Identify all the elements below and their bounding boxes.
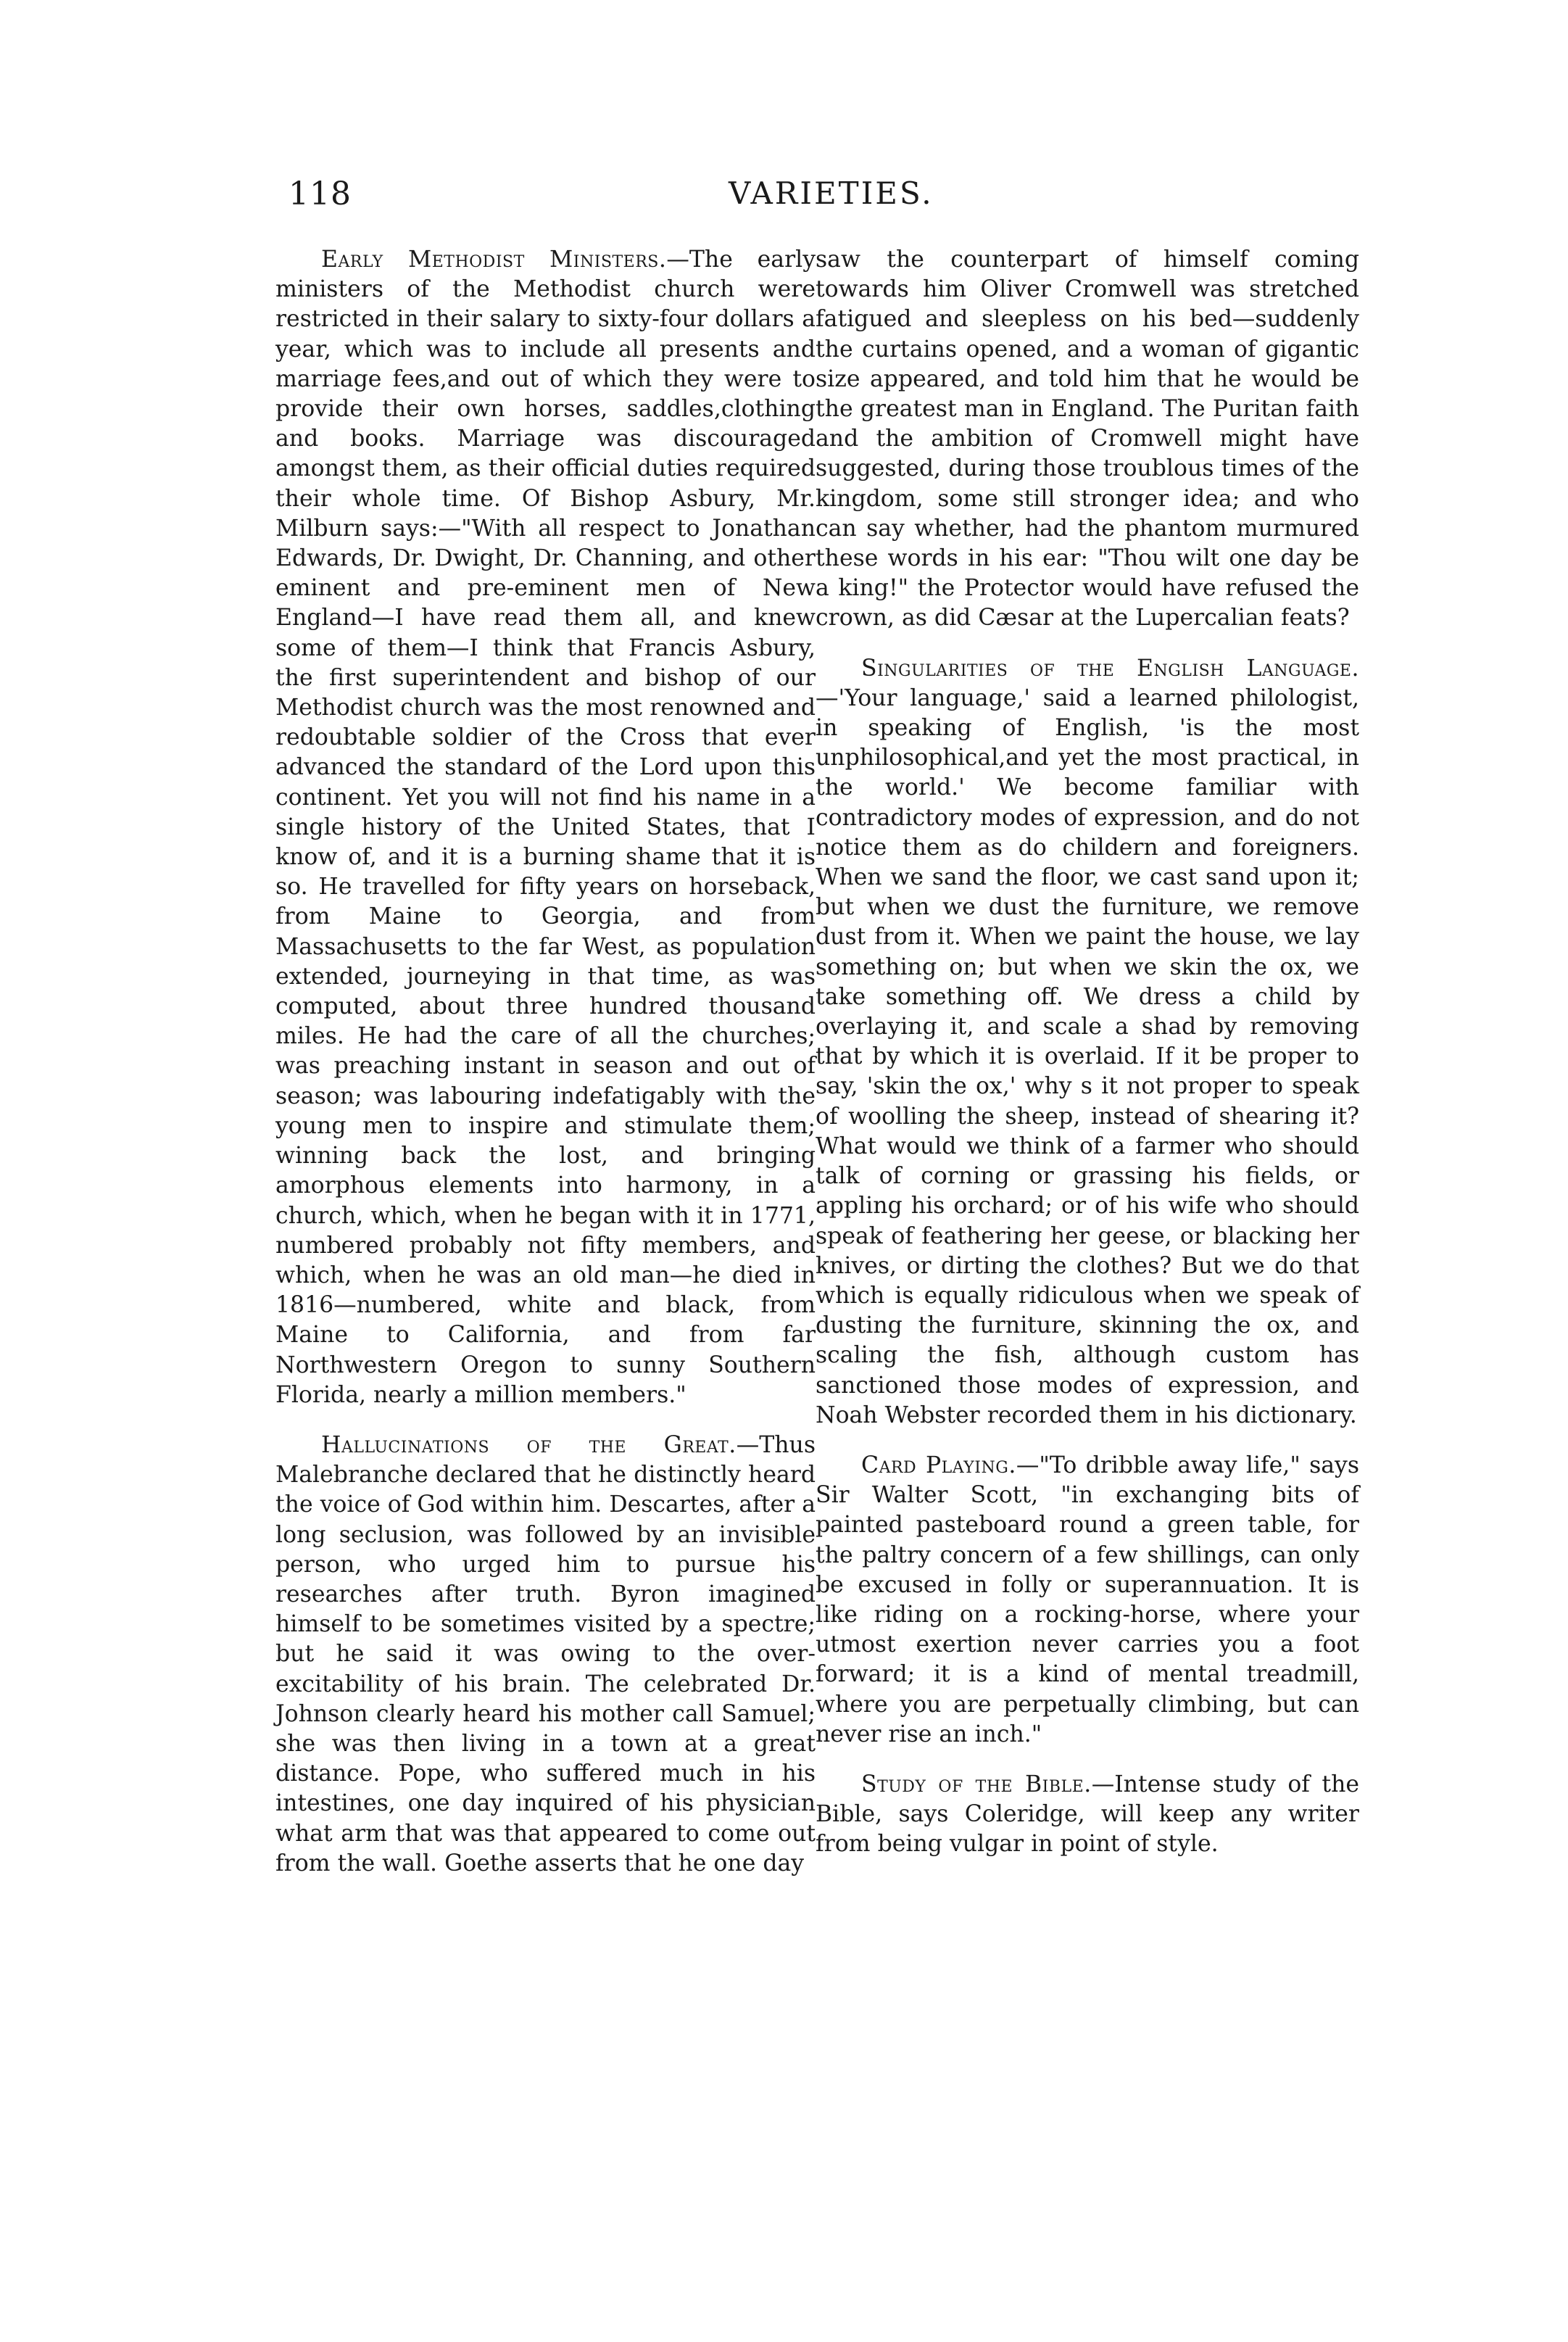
- article-body: saw the counterpart of himself coming towards him Oliver Cromwell was stretched fatigued and sleepless on his bed—suddenly the curtains opened, and a woman of gigantic size appeared, and told him that he would be the greatest man in England. The Puritan faith and the ambition of Cromwell might have suggested, during those troublous times of the kingdom, some still stronger idea; and who can say whether, had the phantom murmured these words in his ear: "Thou wilt one day be a king!" the Protector would have refused the crown, as did Cæsar at the Lupercalian feats?: [816, 247, 1359, 632]
- article-heading: Early Methodist Ministers.: [321, 247, 667, 273]
- article-hallucinations-of-the-great: [275, 1431, 816, 1879]
- article-heading: Singularities of the English Language.: [861, 655, 1359, 682]
- running-head: VARIETIES.: [729, 175, 934, 211]
- article-heading: Study of the Bible.: [861, 1771, 1092, 1797]
- left-column: [275, 245, 816, 1899]
- article-study-of-the-bible: [816, 1770, 1359, 1860]
- page-number: 118: [289, 175, 352, 212]
- article-body: —'Your language,' said a learned philologist, in speaking of English, 'is the most unphilosophical,and yet the most practical, in the world.' We become familiar with contradictory modes of expression, and do not notice them as do childern and foreigners. When we sand the floor, we cast sand upon it; but when we dust the furniture, we remove dust from it. When we paint the house, we lay something on; but when we skin the ox, we take something off. We dress a child by overlaying it, and scale a shad by removing that by which it is overlaid. If it be proper to say, 'skin the ox,' why s it not proper to speak of woolling the sheep, instead of shearing it? What would we think of a farmer who should talk of corning or grassing his fields, or appling his orchard; or of his wife who should speak of feathering her geese, or blacking her knives, or dirting the clothes? But we do that which is equally ridiculous when we speak of dusting the furniture, skinning the ox, and scaling the fish, although custom has sanctioned those modes of expression, and Noah Webster recorded them in his dictionary.: [816, 684, 1359, 1428]
- article-heading: Card Playing.: [861, 1452, 1016, 1478]
- article-body: —"To dribble away life," says Sir Walter Scott, "in exchanging bits of painted pasteboard round a green table, for the paltry concern of a few shillings, can only be excused in folly or superannuation. It is like riding on a rocking-horse, where your utmost exertion never carries you a foot forward; it is a kind of mental treadmill, where you are perpetually climbing, but can never rise an inch.": [816, 1452, 1359, 1747]
- article-early-methodist-ministers: [275, 245, 816, 1410]
- article-card-playing: [816, 1451, 1359, 1750]
- article-continuation: [816, 245, 1359, 634]
- article-singularities-of-english-language: [816, 654, 1359, 1431]
- right-column: [816, 245, 1359, 1880]
- article-body: —Thus Malebranche declared that he distinctly heard the voice of God within him. Descartes, after a long seclusion, was followed by an invisible person, who urged him to pursue his researches after truth. Byron imagined himself to be sometimes visited by a spectre; but he said it was owing to the over-excitability of his brain. The celebrated Dr. Johnson clearly heard his mother call Samuel; she was then living in a town at a great distance. Pope, who suffered much in his intestines, one day inquired of his physician what arm that was that appeared to come out from the wall. Goethe asserts that he one day: [275, 1431, 816, 1877]
- article-heading: Hallucinations of the Great.: [321, 1431, 737, 1458]
- article-body: —Intense study of the Bible, says Coleridge, will keep any writer from being vulgar in point of style.: [816, 1771, 1360, 1858]
- article-body: —The early ministers of the Methodist church were restricted in their salary to sixty-four dollars a year, which was to include all presents and marriage fees,and out of which they were to provide their own horses, saddles,clothing and books. Marriage was discouraged amongst them, as their official duties required their whole time. Of Bishop Asbury, Mr. Milburn says:—"With all respect to Jonathan Edwards, Dr. Dwight, Dr. Channing, and other eminent and pre-eminent men of New England—I have read them all, and knew some of them—I think that Francis Asbury, the first superintendent and bishop of our Methodist church was the most renowned and redoubtable soldier of the Cross that ever advanced the standard of the Lord upon this continent. Yet you will not find his name in a single history of the United States, that I know of, and it is a burning shame that it is so. He travelled for fifty years on horseback, from Maine to Georgia, and from Massachusetts to the far West, as population extended, journeying in that time, as was computed, about three hundred thousand miles. He had the care of all the churches; was preaching instant in season and out of season; was labouring indefatigably with the young men to inspire and stimulate them; winning back the lost, and bringing amorphous elements into harmony, in a church, which, when he began with it in 1771, numbered probably not fifty members, and which, when he was an old man—he died in 1816—numbered, white and black, from Maine to California, and from far Northwestern Oregon to sunny Southern Florida, nearly a million members.": [275, 247, 816, 1408]
